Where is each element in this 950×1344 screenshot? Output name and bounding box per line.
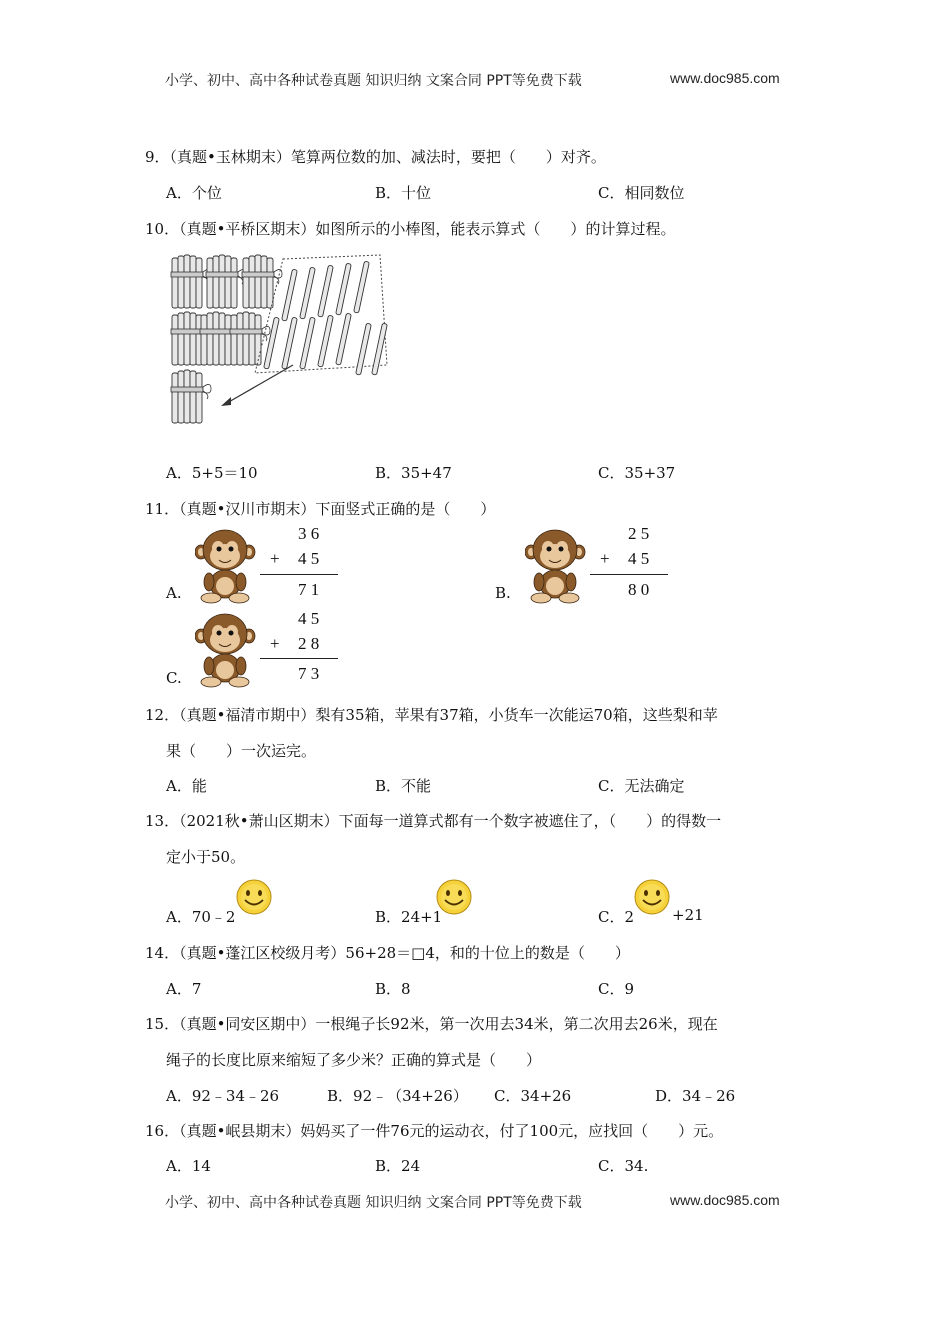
- q12-stem-line2: 果（ ）一次运完。: [166, 742, 317, 760]
- q11-b-top: 2 5: [628, 524, 650, 543]
- stick-bundle-figure: [165, 245, 400, 430]
- q15-option-d: D．34﹣26: [655, 1087, 736, 1105]
- arrow-head: [221, 397, 231, 406]
- q11-c-top: 4 5: [298, 609, 320, 628]
- bundle-2: [206, 255, 246, 308]
- q10-option-a: A．5+5＝10: [166, 464, 258, 482]
- bundle-7: [171, 370, 211, 423]
- q13-option-c-post: +21: [672, 906, 704, 924]
- q9-option-a: A．个位: [166, 184, 222, 202]
- q14-option-c: C．9: [598, 980, 635, 998]
- smiley-icon: [236, 879, 272, 915]
- q15-stem-line2: 绳子的长度比原来缩短了多少米？正确的算式是（ ）: [166, 1051, 542, 1069]
- bundle-3: [242, 255, 282, 308]
- q10-option-b: B．35+47: [375, 464, 452, 482]
- q11-a-bottom: 4 5: [298, 549, 320, 568]
- smiley-icon: [634, 879, 670, 915]
- q13-option-a: A．70﹣2: [166, 908, 236, 926]
- q10-stem: 10．（真题•平桥区期末）如图所示的小棒图，能表示算式（ ）的计算过程。: [145, 220, 676, 238]
- q11-option-c-label: C.: [166, 669, 182, 687]
- q16-stem: 16．（真题•岷县期末）妈妈买了一件76元的运动衣，付了100元，应找回（ ）元。: [145, 1122, 724, 1140]
- footer-text: 小学、初中、高中各种试卷真题 知识归纳 文案合同 PPT等免费下载: [165, 1195, 582, 1211]
- q9-option-b: B．十位: [375, 184, 432, 202]
- q15-option-c: C．34+26: [494, 1087, 572, 1105]
- q11-option-b-label: B.: [495, 584, 511, 602]
- q11-a-rule: [260, 574, 338, 575]
- q16-option-b: B．24: [375, 1157, 421, 1175]
- q13-stem-line2: 定小于50。: [166, 848, 246, 866]
- smiley-icon: [436, 879, 472, 915]
- q14-stem: 14．（真题•蓬江区校级月考）56+28＝□4，和的十位上的数是（ ）: [145, 944, 630, 962]
- header-text: 小学、初中、高中各种试卷真题 知识归纳 文案合同 PPT等免费下载: [165, 73, 582, 89]
- q9-option-c: C．相同数位: [598, 184, 685, 202]
- q9-stem: 9．（真题•玉林期末）笔算两位数的加、减法时，要把（ ）对齐。: [145, 148, 606, 166]
- arrow-line: [227, 365, 293, 403]
- q15-stem-line1: 15．（真题•同安区期中）一根绳子长92米，第一次用去34米，第二次用去26米，现在: [145, 1015, 718, 1033]
- q11-stem: 11．（真题•汉川市期末）下面竖式正确的是（ ）: [145, 500, 496, 518]
- q11-c-result: 7 3: [298, 664, 320, 683]
- q11-c-op: +: [270, 634, 280, 653]
- q14-option-a: A．7: [166, 980, 202, 998]
- q11-b-bottom: 4 5: [628, 549, 650, 568]
- q12-stem-line1: 12．（真题•福清市期中）梨有35箱，苹果有37箱，小货车一次能运70箱，这些梨和苹: [145, 706, 718, 724]
- q16-option-c: C．34.: [598, 1157, 649, 1175]
- footer-site: www.doc985.com: [670, 1192, 780, 1208]
- q15-option-b: B．92﹣（34+26）: [327, 1087, 468, 1105]
- header-site: www.doc985.com: [670, 70, 780, 86]
- q13-option-b: B．24+1: [375, 908, 443, 926]
- q13-stem-line1: 13．（2021秋•萧山区期末）下面每一道算式都有一个数字被遮住了，（ ）的得数一: [145, 812, 722, 830]
- q11-a-result: 7 1: [298, 580, 320, 599]
- q16-option-a: A．14: [166, 1157, 211, 1175]
- q10-option-c: C．35+37: [598, 464, 676, 482]
- q12-option-a: A．能: [166, 777, 207, 795]
- q14-option-b: B．8: [375, 980, 411, 998]
- q11-option-a-label: A.: [166, 584, 182, 602]
- monkey-icon: [195, 528, 257, 606]
- q11-b-result: 8 0: [628, 580, 650, 599]
- q11-c-bottom: 2 8: [298, 634, 320, 653]
- monkey-icon: [525, 528, 587, 606]
- q11-b-op: +: [600, 549, 610, 568]
- q13-option-c-pre: C．2: [598, 908, 635, 926]
- single-sticks: [264, 261, 388, 375]
- q11-b-rule: [590, 574, 668, 575]
- bundle-1: [171, 255, 211, 308]
- monkey-icon: [195, 612, 257, 690]
- q11-a-top: 3 6: [298, 524, 320, 543]
- q15-option-a: A．92﹣34﹣26: [166, 1087, 280, 1105]
- q12-option-c: C．无法确定: [598, 777, 685, 795]
- q11-a-op: +: [270, 549, 280, 568]
- q11-c-rule: [260, 658, 338, 659]
- q12-option-b: B．不能: [375, 777, 432, 795]
- bundle-6: [230, 312, 270, 365]
